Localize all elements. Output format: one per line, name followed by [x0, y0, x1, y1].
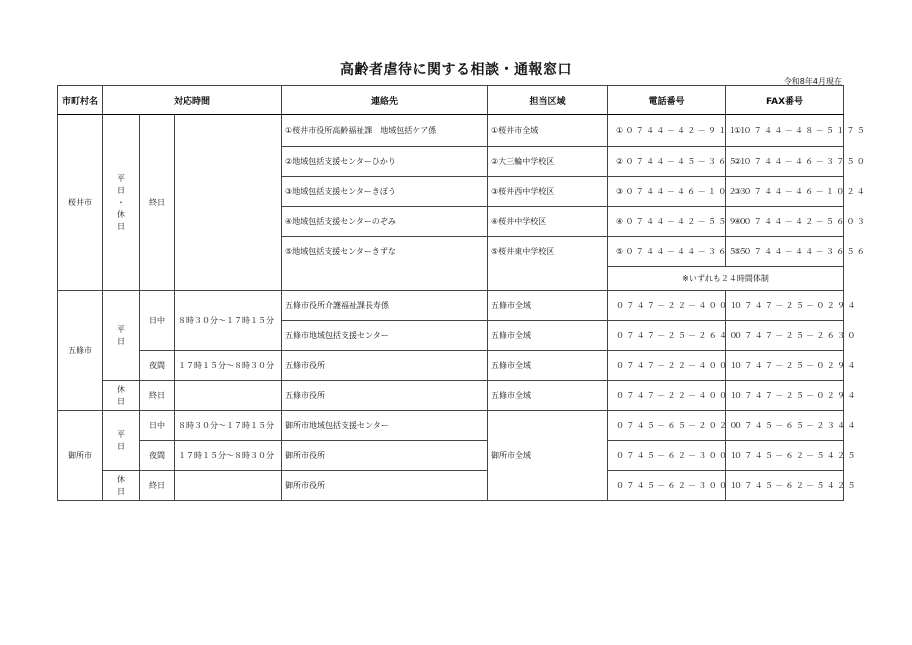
area-cell: ④桜井中学校区 [488, 207, 608, 237]
day-type-sakurai [103, 115, 140, 291]
fax-cell: ⑤０７４４－４４－３６５６ [726, 237, 844, 267]
header-phone: 電話番号 [608, 86, 726, 115]
phone-cell: ②０７４４－４５－３６５１ [608, 147, 726, 177]
fax-cell: ０７４５－６２－５４２５ [726, 441, 844, 471]
weekday-label: 平 日 [117, 324, 125, 346]
area-cell: ③桜井西中学校区 [488, 177, 608, 207]
phone-cell: ①０７４４－４２－９１１１ [608, 115, 726, 147]
contact-cell: ①桜井市役所高齢福祉課 地域包括ケア係 [282, 115, 488, 147]
header-fax: FAX番号 [726, 86, 844, 115]
holiday-gojo [103, 381, 140, 411]
as-of-date: 令和8年4月現在 [783, 77, 842, 86]
night-gose: 夜間 [140, 441, 175, 471]
table-row [58, 471, 844, 501]
daytime-hours-gose: ８時３０分～１７時１５分 [175, 411, 282, 441]
municipality-gose: 御所市 [58, 411, 103, 501]
weekday-gojo [103, 291, 140, 381]
phone-cell: ０７４７－２２－４００１ [608, 291, 726, 321]
phone-cell: ０７４５－６５－２０２０ [608, 411, 726, 441]
weekday-label: 平 日 [117, 429, 125, 451]
fax-cell: ０７４７－２５－２６３０ [726, 321, 844, 351]
area-cell: ②大三輪中学校区 [488, 147, 608, 177]
period-sakurai: 終日 [140, 115, 175, 291]
area-cell: 五條市全域 [488, 381, 608, 411]
contact-cell: 五條市地域包括支援センター [282, 321, 488, 351]
note-24h: ※いずれも２４時間体制 [608, 267, 844, 291]
area-cell: ①桜井市全域 [488, 115, 608, 147]
fax-cell: ０７４５－６２－５４２５ [726, 471, 844, 501]
table-row [58, 291, 844, 321]
phone-cell: ０７４５－６２－３００１ [608, 441, 726, 471]
daytime-hours-gojo: ８時３０分～１７時１５分 [175, 291, 282, 351]
table-row [58, 411, 844, 441]
header-row [58, 86, 844, 115]
contact-cell: 五條市役所 [282, 351, 488, 381]
contact-cell: ②地域包括支援センターひかり [282, 147, 488, 177]
page-title: 高齢者虐待に関する相談・通報窓口 [340, 62, 572, 78]
allday-hours-gojo [175, 381, 282, 411]
fax-cell: ０７４５－６５－２３４４ [726, 411, 844, 441]
table-row [58, 351, 844, 381]
contact-cell: ⑤地域包括支援センターきずな [282, 237, 488, 291]
fax-cell: ②０７４４－４６－３７５０ [726, 147, 844, 177]
contact-cell: ③地域包括支援センターきぼう [282, 177, 488, 207]
municipality-sakurai: 桜井市 [58, 115, 103, 291]
header-hours: 対応時間 [103, 86, 282, 115]
fax-cell: ③０７４４－４６－１０２４ [726, 177, 844, 207]
header-area: 担当区域 [488, 86, 608, 115]
holiday-label: 休 日 [117, 384, 125, 406]
area-cell: ⑤桜井東中学校区 [488, 237, 608, 291]
table-row [58, 441, 844, 471]
phone-cell: ⑤０７４４－４４－３６５５ [608, 237, 726, 267]
area-cell: 五條市全域 [488, 321, 608, 351]
day-type-label: 平 日 ・ 休 日 [117, 173, 125, 231]
area-cell: 五條市全域 [488, 291, 608, 321]
night-gojo: 夜間 [140, 351, 175, 381]
header-municipality: 市町村名 [58, 86, 103, 115]
phone-cell: ④０７４４－４２－５５９０ [608, 207, 726, 237]
phone-cell: ０７４５－６２－３００１ [608, 471, 726, 501]
phone-cell: ０７４７－２５－２６４０ [608, 321, 726, 351]
contact-cell: 御所市役所 [282, 471, 488, 501]
table-row [58, 381, 844, 411]
contact-cell: 御所市地域包括支援センター [282, 411, 488, 441]
holiday-gose [103, 471, 140, 501]
area-cell: 五條市全域 [488, 351, 608, 381]
contact-cell: 五條市役所介護福祉課長寿係 [282, 291, 488, 321]
night-hours-gose: １７時１５分～８時３０分 [175, 441, 282, 471]
consultation-table [57, 85, 868, 501]
fax-cell: ①０７４４－４８－５１７５ [726, 115, 844, 147]
weekday-gose [103, 411, 140, 471]
allday-hours-gose [175, 471, 282, 501]
contact-cell: ④地域包括支援センターのぞみ [282, 207, 488, 237]
area-gose: 御所市全域 [488, 411, 608, 501]
table-row [58, 115, 844, 147]
fax-cell: ０７４７－２５－０２９４ [726, 291, 844, 321]
night-hours-gojo: １７時１５分～８時３０分 [175, 351, 282, 381]
contact-cell: 五條市役所 [282, 381, 488, 411]
phone-cell: ０７４７－２２－４００１ [608, 351, 726, 381]
fax-cell: ④０７４４－４２－５６０３ [726, 207, 844, 237]
fax-cell: ０７４７－２５－０２９４ [726, 381, 844, 411]
header-contact: 連絡先 [282, 86, 488, 115]
phone-cell: ③０７４４－４６－１０２３ [608, 177, 726, 207]
holiday-label: 休 日 [117, 474, 125, 496]
allday-gojo: 終日 [140, 381, 175, 411]
allday-gose: 終日 [140, 471, 175, 501]
phone-cell: ０７４７－２２－４００１ [608, 381, 726, 411]
fax-cell: ０７４７－２５－０２９４ [726, 351, 844, 381]
hours-sakurai [175, 115, 282, 291]
daytime-gose: 日中 [140, 411, 175, 441]
daytime-gojo: 日中 [140, 291, 175, 351]
contact-cell: 御所市役所 [282, 441, 488, 471]
municipality-gojo: 五條市 [58, 291, 103, 411]
